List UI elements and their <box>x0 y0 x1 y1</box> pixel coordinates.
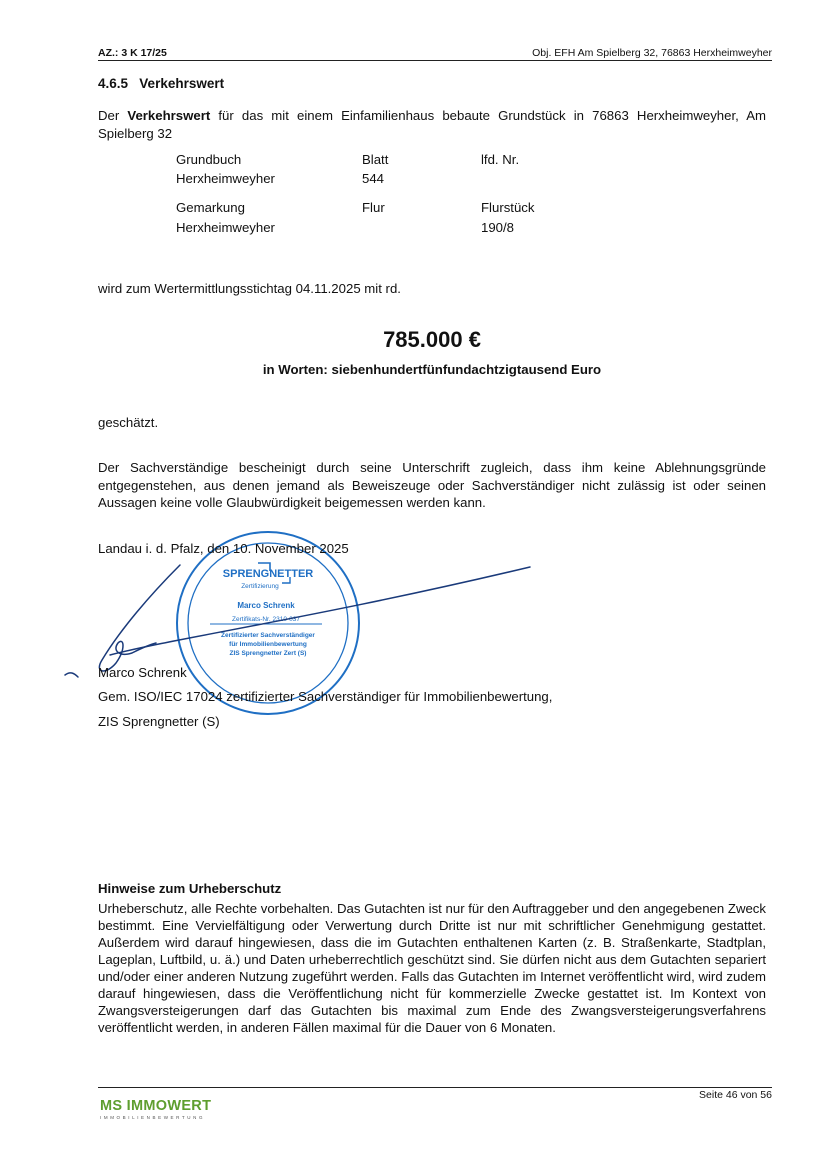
section-number: 4.6.5 <box>98 76 129 91</box>
header-file-number: AZ.: 3 K 17/25 <box>98 47 167 59</box>
market-value: 785.000 € <box>383 327 481 352</box>
company-logo <box>100 1098 211 1120</box>
geschaetzt-text: geschätzt. <box>98 415 159 430</box>
header-object: Obj. EFH Am Spielberg 32, 76863 Herxheimweyher <box>532 47 772 59</box>
stamp-line3: ZIS Sprengnetter Zert (S) <box>229 650 307 657</box>
registry-value-grundbuch: Herxheimweyher <box>176 171 275 186</box>
registry-label-blatt: Blatt <box>362 152 389 167</box>
stichtag-text: wird zum Wertermittlungsstichtag 04.11.2025 mit rd. <box>98 281 401 296</box>
stamp-cert-no: Zertifikats-Nr. 2310-037 <box>232 616 300 623</box>
section-heading <box>98 76 224 91</box>
section-title: Verkehrswert <box>139 76 225 91</box>
place-date: Landau i. d. Pfalz, den 10. November 2025 <box>98 541 349 556</box>
intro-paragraph <box>98 107 766 142</box>
copyright-heading: Hinweise zum Urheberschutz <box>98 881 282 896</box>
stamp-brand: SPRENGNETTER <box>222 568 314 580</box>
signer-title: Gem. ISO/IEC 17024 zertifizierter Sachverständiger für Immobilienbewertung, <box>98 689 553 704</box>
copyright-text: Urheberschutz, alle Rechte vorbehalten. Das Gutachten ist nur für den Auftraggeber und den angegebenen Zweck bestimmt. Eine Vervielfältigung oder Verwertung durch Dritte ist nur mit schriftlicher Genehmigung gestattet. Außerdem wird darauf hingewiesen, dass die im Gutachten enthaltenen Karten (z. B. Straßenkarte, Stadtplan, Lageplan, Luftbild, u. ä.) und Daten urheberrechtlich geschützt sind. Sie dürfen nicht aus dem Gutachten separiert und/oder einer anderen Nutzung zugeführt werden. Falls das Gutachten im Internet veröffentlicht wird, wird zudem darauf hingewiesen, dass die Veröffentlichung nicht für kommerzielle Zwecke gestattet ist. Im Kontext von Zwangsversteigerungen darf das Gutachten bis maximal zum Ende des Zwangsversteigerungsverfahrens veröffentlicht werden, in anderen Fällen maximal für die Dauer von 6 Monaten. <box>98 901 766 1035</box>
market-value-words: in Worten: siebenhundertfünfundachtzigtausend Euro <box>262 362 602 377</box>
certification-paragraph: Der Sachverständige bescheinigt durch seine Unterschrift zugleich, dass ihm keine Ablehnungsgründe entgegenstehen, aus denen jemand als Beweiszeuge oder Sachverständiger nicht zulässig ist oder seinen Aussagen keine volle Glaubwürdigkeit beigemessen werden kann. <box>98 460 766 510</box>
intro-bold: Verkehrswert <box>127 108 211 123</box>
registry-value-flurstueck: 190/8 <box>481 220 515 235</box>
stamp-name: Marco Schrenk <box>237 601 295 610</box>
logo-main-text: MS IMMOWERT <box>100 1098 212 1114</box>
page-number: Seite 46 von 56 <box>699 1089 772 1101</box>
signer-org: ZIS Sprengnetter (S) <box>98 714 220 729</box>
intro-prefix: Der <box>98 108 128 123</box>
registry-label-grundbuch: Grundbuch <box>176 152 242 167</box>
stamp-line2: für Immobilienbewertung <box>229 641 307 648</box>
registry-value-gemarkung: Herxheimweyher <box>176 220 275 235</box>
signer-name: Marco Schrenk <box>98 665 187 680</box>
header-rule <box>98 60 772 61</box>
stamp-sub: Zertifizierung <box>241 583 279 590</box>
stamp-line1: Zertifizierter Sachverständiger <box>221 632 315 639</box>
registry-label-flur: Flur <box>362 200 385 215</box>
registry-value-blatt: 544 <box>362 171 385 186</box>
logo-sub-text: IMMOBILIENBEWERTUNG <box>100 1115 206 1120</box>
intro-rest: für das mit einem Einfamilienhaus bebaute Grundstück in 76863 Herxheimweyher, Am Spielberg 32 <box>98 108 766 141</box>
registry-label-gemarkung: Gemarkung <box>176 200 245 215</box>
registry-label-flurstueck: Flurstück <box>481 200 535 215</box>
registry-label-lfd-nr: lfd. Nr. <box>481 152 520 167</box>
footer-rule <box>98 1087 772 1088</box>
